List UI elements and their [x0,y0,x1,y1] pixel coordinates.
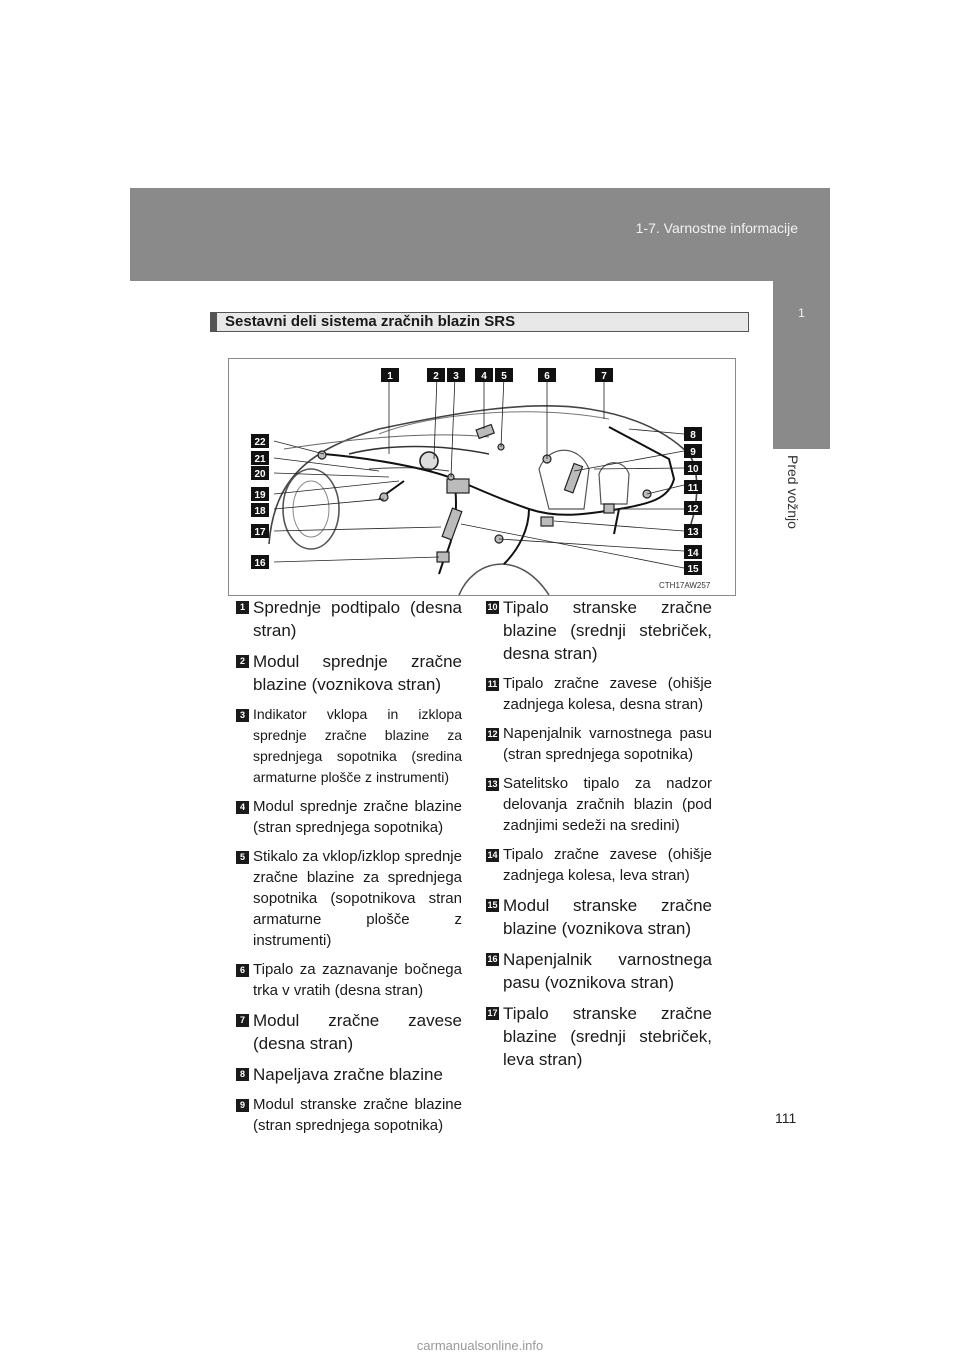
chapter-label: Pred vožnjo [785,455,801,529]
item-number-badge: 13 [487,779,498,789]
item-text: Modul zračne zavese (desna stran) [253,1011,462,1053]
callout-13: 13 [687,527,699,538]
footer-watermark[interactable]: carmanualsonline.info [416,1338,544,1353]
item-number-badge: 5 [236,851,249,864]
section-title: 1-7. Varnostne informacije [635,220,798,236]
item-text: Modul sprednje zračne blazine (stran sprednjega sopotnika) [253,798,462,836]
list-item [236,796,462,838]
callout-5: 5 [501,371,507,382]
car-cutaway-illustration [229,359,735,595]
list-item [486,773,712,836]
callout-4: 4 [481,371,487,382]
item-text: Tipalo stranske zračne blazine (srednji stebriček, leva stran) [503,1004,712,1069]
item-text: Napenjalnik varnostnega pasu (stran sprednjega sopotnika) [503,725,712,763]
list-item [486,894,712,940]
item-text: Satelitsko tipalo za nadzor delovanja zračnih blazin (pod zadnjimi sedeži na sredini) [503,775,712,834]
item-number-badge: 7 [236,1014,249,1027]
driver-side-airbag-module [442,508,462,540]
item-number-badge: 3 [236,709,249,722]
callout-2: 2 [433,371,439,382]
item-text: Tipalo zračne zavese (ohišje zadnjega kolesa, leva stran) [503,846,712,884]
list-item [236,1063,462,1086]
list-item [486,673,712,715]
list-item [486,723,712,765]
callout-17: 17 [254,527,266,538]
callout-10: 10 [687,464,699,475]
airbag-ecu [447,479,469,493]
item-number-badge: 15 [487,900,498,910]
seatbelt-pretensioner-right [604,504,614,513]
item-text: Napenjalnik varnostnega pasu (voznikova stran) [503,950,712,992]
legend-column-left [236,596,462,1144]
passenger-airbag-module [476,425,494,439]
callout-1: 1 [387,371,393,382]
item-text: Modul stranske zračne blazine (voznikova stran) [503,896,712,938]
list-item [486,596,712,665]
item-text: Modul sprednje zračne blazine (voznikova stran) [253,652,462,694]
list-item [236,650,462,696]
item-number-badge: 8 [236,1068,249,1081]
list-item [236,1094,462,1136]
callout-22: 22 [254,437,266,448]
item-number-badge: 9 [236,1099,249,1112]
callout-16: 16 [254,558,266,569]
item-number-badge: 10 [487,602,498,612]
section-header-bar [211,313,217,331]
item-number-badge: 16 [487,954,498,964]
callout-12: 12 [687,504,699,515]
item-number-badge: 12 [487,729,498,739]
callout-8: 8 [690,430,696,441]
header-band [130,188,830,281]
item-text: Stikalo za vklop/izklop sprednje zračne blazine za sprednjega sopotnika (sopotnikova stran armaturne plošče z instrumenti) [253,848,462,949]
page-number: 111 [775,1110,797,1126]
callout-19: 19 [254,490,266,501]
diagram-code: CTH17AW257 [659,581,711,590]
list-item [236,1009,462,1055]
callout-7: 7 [601,371,607,382]
callout-3: 3 [453,371,459,382]
item-number-badge: 1 [236,601,249,614]
satellite-sensor [541,517,553,526]
front-sub-sensor [318,451,326,459]
callout-9: 9 [690,447,696,458]
section-header-title: Sestavni deli sistema zračnih blazin SRS [225,313,516,330]
list-item [236,959,462,1001]
airbag-diagram [228,358,736,596]
list-item [236,704,462,788]
item-number-badge: 6 [236,964,249,977]
item-text: Tipalo stranske zračne blazine (srednji stebriček, desna stran) [503,598,712,663]
list-item [486,844,712,886]
callout-14: 14 [687,548,699,559]
list-item [236,846,462,951]
list-item [236,596,462,642]
item-text: Indikator vklopa in izklopa sprednje zračne blazine za sprednjega sopotnika (sredina armaturne plošče z instrumenti) [253,706,462,785]
callout-18: 18 [254,506,266,517]
chapter-tab [773,281,830,449]
callout-6: 6 [544,371,550,382]
list-item [486,948,712,994]
item-text: Modul stranske zračne blazine (stran sprednjega sopotnika) [253,1096,462,1134]
callout-20: 20 [254,469,266,480]
item-text: Tipalo za zaznavanje bočnega trka v vratih (desna stran) [253,961,462,999]
item-text: Sprednje podtipalo (desna stran) [253,598,462,640]
callout-21: 21 [254,454,266,465]
item-number-badge: 11 [487,679,498,689]
list-item [486,1002,712,1071]
item-number-badge: 2 [236,655,249,668]
item-number-badge: 17 [487,1008,498,1018]
item-number-badge: 14 [487,850,498,860]
item-text: Napeljava zračne blazine [253,1065,443,1084]
item-text: Tipalo zračne zavese (ohišje zadnjega kolesa, desna stran) [503,675,712,713]
section-header [210,312,749,332]
callout-15: 15 [687,564,699,575]
passenger-side-airbag-module [564,463,582,492]
chapter-number: 1 [798,306,805,320]
front-sensor-left [380,493,388,501]
callout-11: 11 [687,483,699,494]
item-number-badge: 4 [236,801,249,814]
legend-column-right [486,596,712,1079]
